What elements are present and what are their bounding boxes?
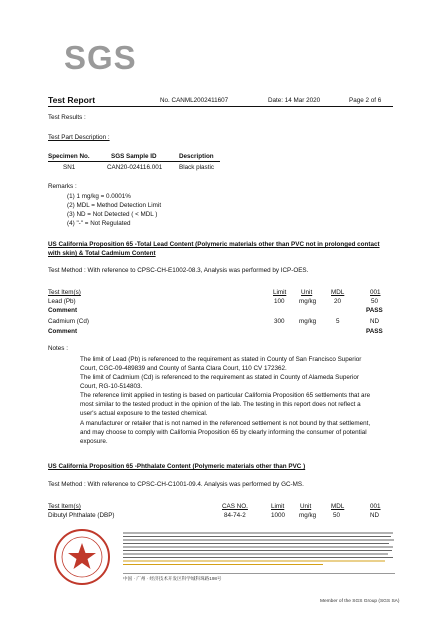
note-line: exposure.	[80, 438, 108, 445]
header-rule	[48, 106, 393, 107]
note-line: Court, CGC-09-489839 and County of Santa Clara Court, 110 CV 172362.	[80, 365, 287, 372]
table-cell: mg/kg	[299, 298, 317, 305]
table-header-001: 001	[370, 289, 381, 296]
report-date: Date: 14 Mar 2020	[268, 97, 321, 104]
comment-result: PASS	[366, 307, 383, 314]
specimen-header: Specimen No.	[48, 153, 90, 160]
table-cell: 50	[371, 298, 379, 305]
table-header-limit: Limit	[273, 289, 287, 296]
logo-text: SGS	[64, 39, 137, 76]
note-line: A manufacturer or retailer that is not named in the referenced settlement is not bound by that settlement,	[80, 420, 371, 427]
remark-item: (3) ND = Not Detected ( < MDL )	[67, 211, 158, 218]
section1-title-line2: with skin) & Total Cadmium Content	[48, 250, 156, 257]
table-header-unit: Unit	[300, 503, 312, 510]
table-header-mdl: MDL	[331, 289, 345, 296]
note-line: and may choose to comply with California Proposition 65 by clearly informing the consumer of potential	[80, 429, 367, 436]
note-line: user's actual exposure to the tested chemical.	[80, 410, 208, 417]
section2-title: US California Proposition 65 -Phthalate Content (Polymeric materials other than PVC )	[48, 463, 306, 470]
sample-id: CAN20-024116.001	[107, 164, 163, 171]
report-title: Test Report	[48, 95, 96, 105]
comment-label: Comment	[48, 328, 78, 335]
table-cell: 20	[334, 298, 342, 305]
note-line: Court, RG-10-514803.	[80, 383, 143, 390]
report-number: No. CANML2002411607	[160, 97, 229, 104]
table-cell: ND	[370, 512, 380, 519]
description: Black plastic	[179, 164, 214, 171]
footer-member: Member of the SGS Group (SGS SA)	[320, 599, 400, 604]
remark-item: (2) MDL = Method Detection Limit	[67, 202, 162, 209]
table-cell: Lead (Pb)	[48, 298, 76, 305]
description-header: Description	[179, 153, 214, 160]
official-seal-icon	[52, 527, 112, 587]
table-cell: 84-74-2	[224, 512, 246, 519]
comment-result: PASS	[366, 328, 383, 335]
table-cell: ND	[370, 318, 380, 325]
table-header-item: Test Item(s)	[48, 503, 81, 510]
table-header-001: 001	[370, 503, 381, 510]
table-cell: Cadmium (Cd)	[48, 318, 89, 325]
table-header-item: Test Item(s)	[48, 289, 81, 296]
disclaimer-block	[123, 531, 395, 573]
table-cell: 50	[333, 512, 341, 519]
notes-label: Notes :	[48, 345, 68, 352]
table-cell: Dibutyl Phthalate (DBP)	[48, 512, 115, 519]
footer-address: 中国 · 广州 · 经济技术开发区科学城科珠路198号	[123, 576, 222, 581]
note-line: The limit of Lead (Pb) is referenced to the requirement as stated in County of San Francisco Superior	[80, 356, 362, 363]
comment-label: Comment	[48, 307, 78, 314]
section1-method: Test Method : With reference to CPSC-CH-E1002-08.3, Analysis was performed by ICP-OES.	[48, 267, 309, 274]
sgs-logo	[64, 39, 137, 77]
footer-rule	[123, 573, 395, 574]
table-cell: 1000	[271, 512, 286, 519]
disclaimer-text-lines	[123, 531, 395, 571]
table-header-unit: Unit	[301, 289, 313, 296]
table-header-mdl: MDL	[331, 503, 345, 510]
specimen-header-rule	[48, 161, 220, 162]
note-line: The reference limit applied in testing is based on particular California Proposition 65 settlements that are	[80, 392, 371, 399]
table-cell: 5	[336, 318, 340, 325]
table-cell: 300	[274, 318, 285, 325]
section2-method: Test Method : With reference to CPSC-CH-C1001-09.4. Analysis was performed by GC-MS.	[48, 481, 304, 488]
sample-id-header: SGS Sample ID	[111, 153, 157, 160]
table-cell: mg/kg	[299, 512, 317, 519]
remark-item: (4) "-" = Not Regulated	[67, 220, 131, 227]
section1-title-line1: US California Proposition 65 -Total Lead Content (Polymeric materials other than PVC not in prolonged contact	[48, 241, 380, 248]
specimen-no: SN1	[63, 164, 76, 171]
test-part-label: Test Part Description :	[48, 134, 110, 141]
table-cell: 100	[274, 298, 285, 305]
remark-item: (1) 1 mg/kg = 0.0001%	[67, 193, 131, 200]
note-line: The limit of Cadmium (Cd) is referenced to the requirement as stated in County of Alameda Superior	[80, 374, 359, 381]
table-cell: mg/kg	[299, 318, 317, 325]
table-header-cas: CAS NO.	[222, 503, 248, 510]
page-number: Page 2 of 6	[349, 97, 382, 104]
note-line: most similar to the tested product in the opinion of the lab. The testing in this report does not reflect a	[80, 401, 361, 408]
test-results-label: Test Results :	[48, 114, 86, 121]
remarks-label: Remarks :	[48, 183, 77, 190]
table-header-limit: Limit	[271, 503, 285, 510]
